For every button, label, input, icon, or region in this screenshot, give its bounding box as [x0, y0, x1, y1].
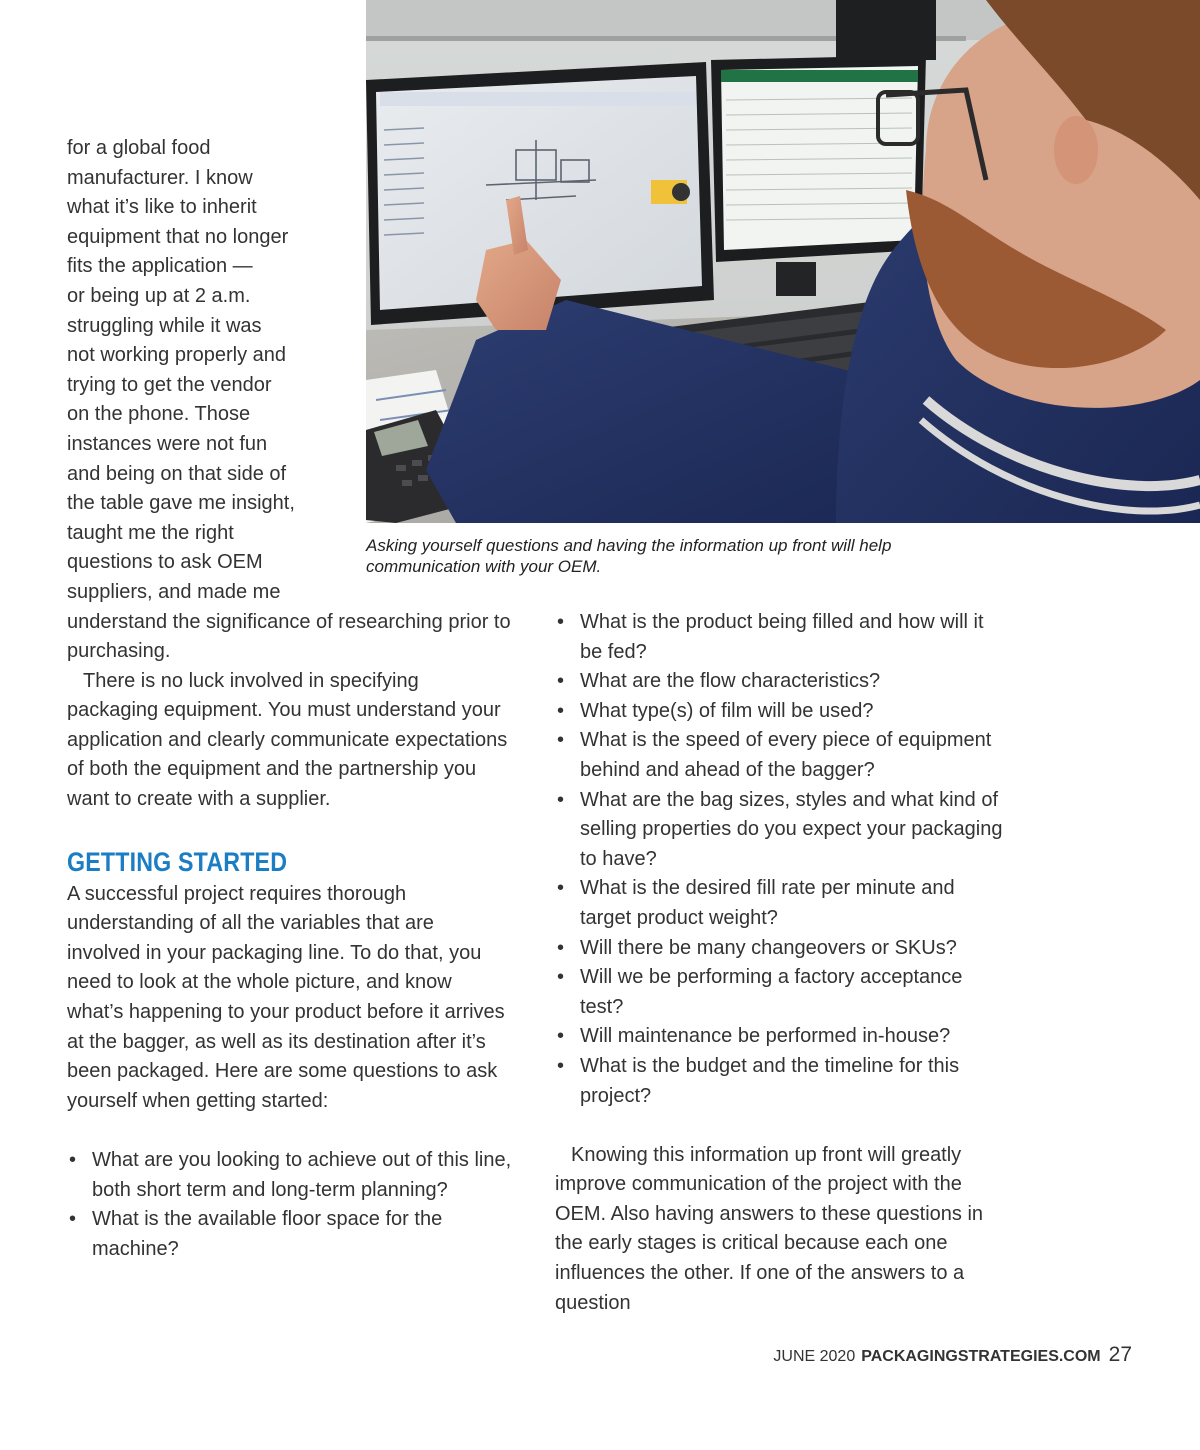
paragraph-luck: There is no luck involved in specifying packaging equipment. You must understand your application and clearly communicate expectations of both the equipment and the partnership you want to create with a supplier. [67, 669, 508, 811]
list-item-text: Will there be many changeovers or SKUs? [580, 936, 957, 959]
list-item [67, 1146, 512, 1205]
magazine-url: PACKAGINGSTRATEGIES.COM [861, 1348, 1101, 1365]
left-bullet-list [67, 1146, 512, 1264]
intro-narrow-text: for a global food manufacturer. I know what it’s like to inherit equipment that no longer fits the application — or being up at 2 a.m. struggling while it was not working properly and trying to get the vendor on the phone. Those instances were not fun and being on that side of the table gave me insight, taught me the right questions to ask OEM suppliers, and made me [67, 137, 295, 603]
left-column [67, 134, 512, 1264]
list-item-text: What are the flow characteristics? [580, 670, 881, 693]
bullet-glyph: • [557, 699, 565, 722]
page-footer [773, 1343, 1132, 1367]
closing-paragraph: Knowing this information up front will greatly improve communication of the project with the OEM. Also having answers to these questions in the early stages is critical because each one influences the other. If one of the answers to a question [555, 1143, 984, 1314]
bullet-glyph: • [557, 877, 565, 900]
section-heading-getting-started: GETTING STARTED [67, 846, 288, 877]
list-item-text: What is the budget and the timeline for this project? [580, 1054, 960, 1107]
bullet-glyph: • [69, 1149, 77, 1171]
list-item-text: What is the product being filled and how will it be fed? [580, 611, 984, 663]
right-bullet-list [555, 608, 1010, 1111]
bullet-glyph: • [557, 1025, 565, 1048]
list-item [555, 608, 1010, 667]
page-number: 27 [1108, 1343, 1132, 1366]
spacer [67, 1116, 512, 1146]
list-item-text: What are you looking to achieve out of this line, both short term and long-term planning? [92, 1149, 512, 1201]
list-item-text: Will maintenance be performed in-house? [580, 1025, 951, 1048]
photo-caption: Asking yourself questions and having the information up front will help communication with your OEM. [366, 536, 892, 576]
issue-date: JUNE 2020 [773, 1348, 856, 1365]
paragraph-getting-started: A successful project requires thorough understanding of all the variables that are involved in your packaging line. To do that, you need to look at the whole picture, and know what’s happening to your product before it arrives at the bagger, as well as its destination after it’s been packaged. Here are some questions to ask yourself when getting started: [67, 882, 505, 1112]
list-item [555, 667, 1010, 697]
list-item-text: What are the bag sizes, styles and what kind of selling properties do you expect your packaging to have? [580, 788, 1003, 870]
list-item [555, 726, 1010, 785]
list-item [555, 786, 1010, 875]
bullet-glyph: • [557, 729, 565, 752]
bullet-glyph: • [557, 670, 565, 693]
bullet-glyph: • [557, 611, 565, 633]
list-item [67, 1205, 512, 1264]
right-column [555, 608, 1010, 1318]
bullet-glyph: • [557, 788, 565, 811]
list-item [555, 874, 1010, 933]
bullet-glyph: • [557, 1054, 565, 1077]
intro-wide-text: understand the significance of researching prior to purchasing. [67, 610, 511, 663]
list-item-text: What is the desired fill rate per minute and target product weight? [580, 877, 955, 929]
list-item [555, 697, 1010, 727]
list-item-text: Will we be performing a factory acceptance test? [580, 966, 963, 1018]
bullet-glyph: • [557, 966, 565, 989]
list-item-text: What is the speed of every piece of equipment behind and ahead of the bagger? [580, 729, 992, 781]
list-item [555, 1022, 1010, 1052]
bullet-glyph: • [557, 936, 565, 959]
list-item [555, 963, 1010, 1022]
bullet-glyph: • [69, 1208, 77, 1231]
list-item [555, 1052, 1010, 1111]
list-item-text: What is the available floor space for the machine? [92, 1208, 443, 1260]
spacer [555, 1111, 1010, 1141]
list-item [555, 934, 1010, 964]
list-item-text: What type(s) of film will be used? [580, 699, 874, 722]
